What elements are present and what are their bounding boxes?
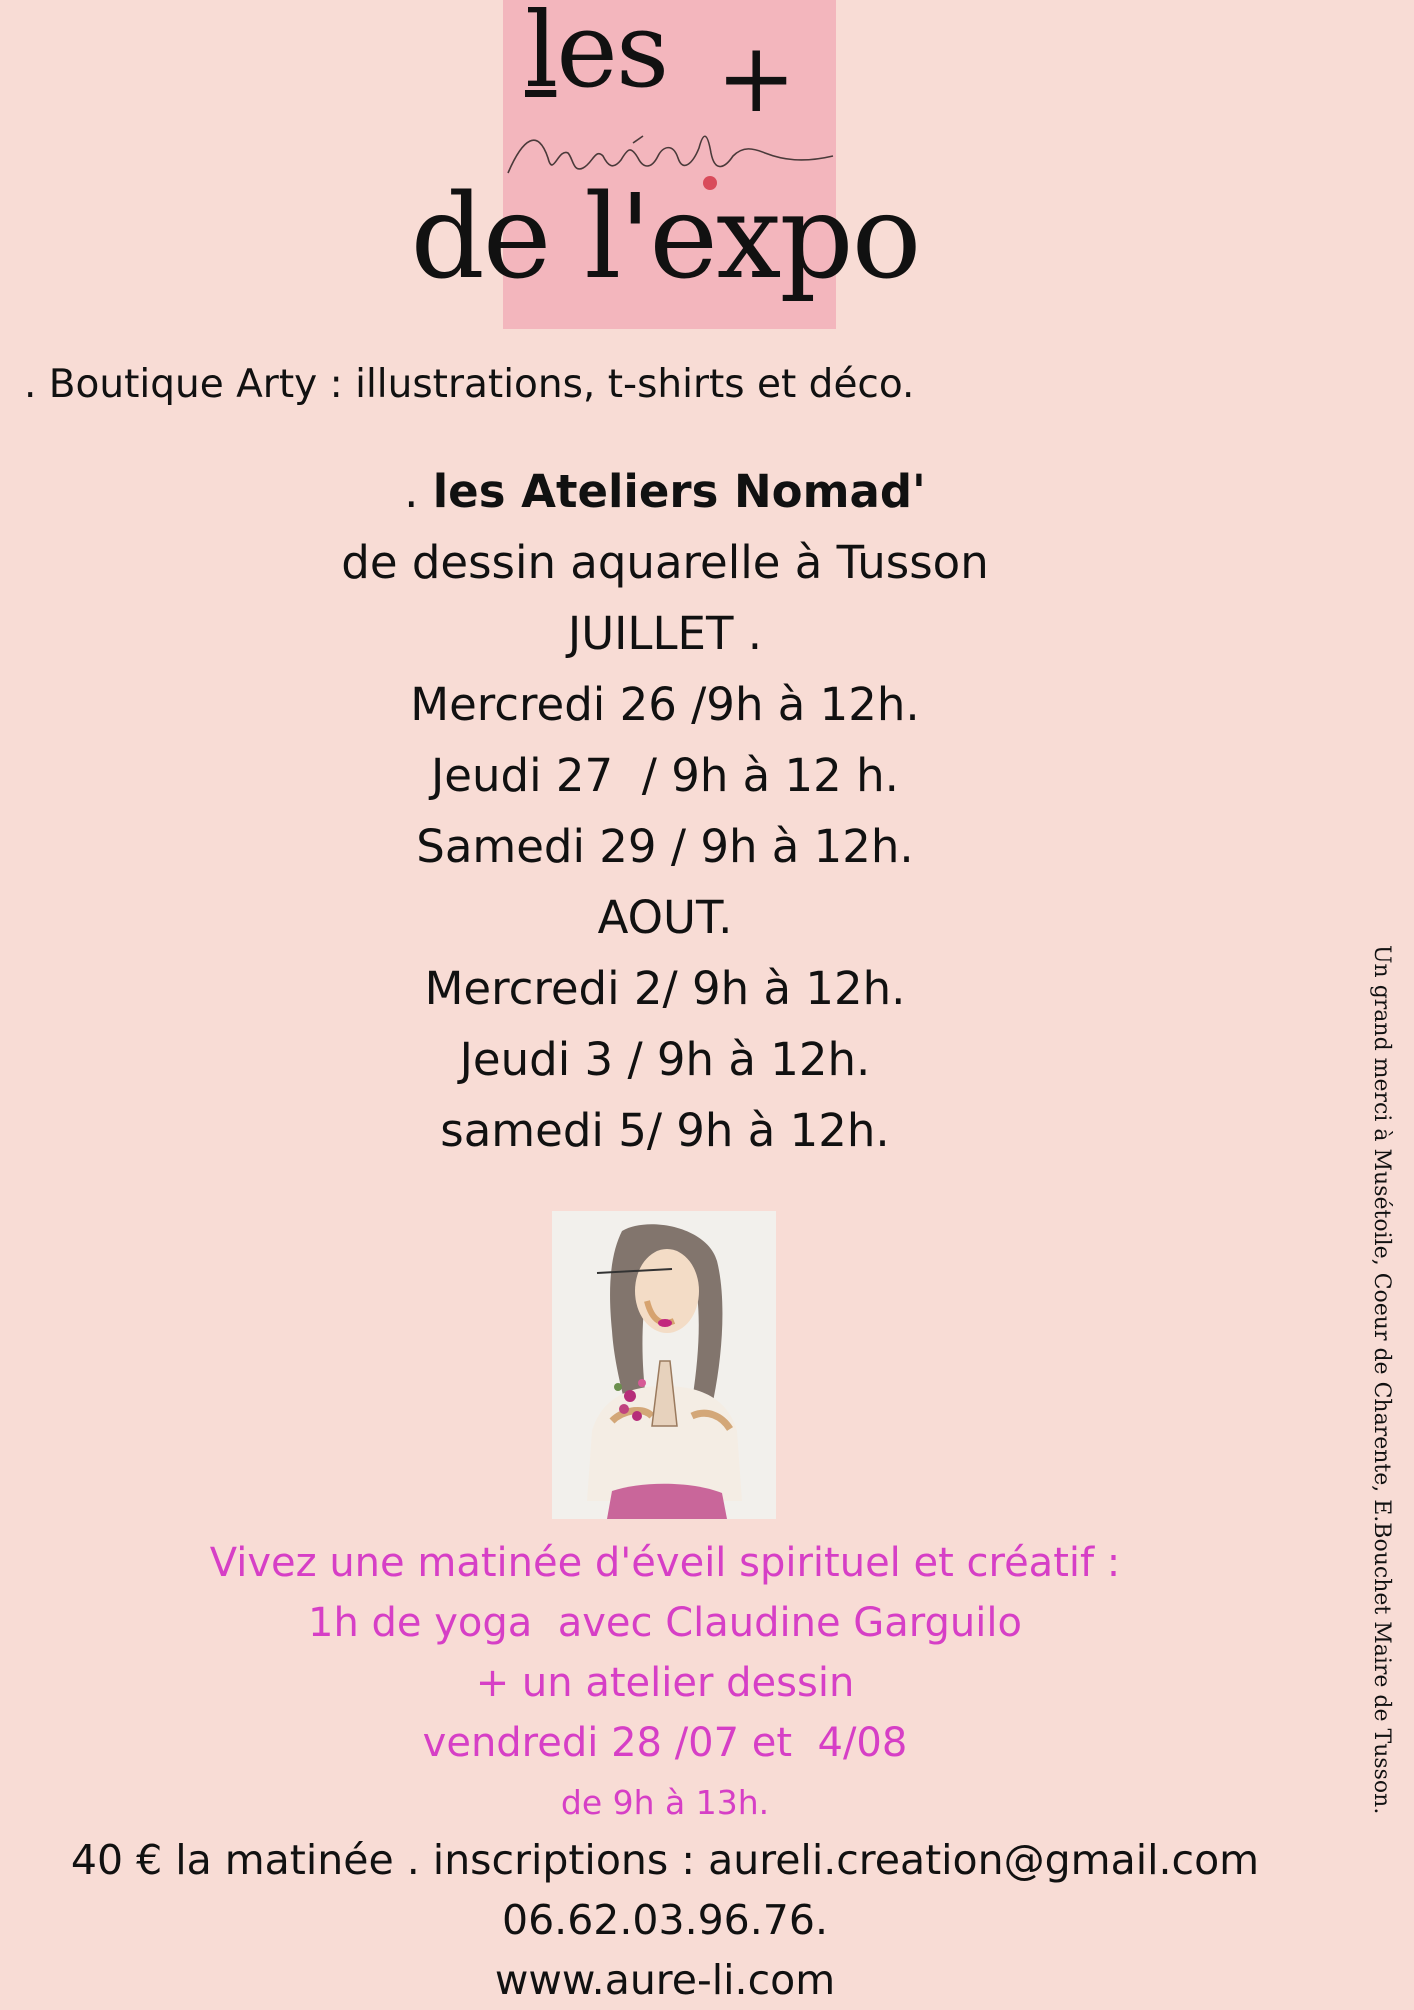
matinee-line: vendredi 28 /07 et 4/08 — [422, 1720, 908, 1766]
yoga-figure-illustration — [552, 1211, 776, 1519]
matinee-line: Vivez une matinée d'éveil spirituel et créatif : — [209, 1540, 1121, 1586]
logo-plus-sign: + — [716, 22, 797, 134]
schedule-line: Mercredi 26 /9h à 12h. — [410, 678, 920, 731]
logo-les-text: les — [525, 0, 667, 102]
schedule-line: Mercredi 2/ 9h à 12h. — [424, 962, 906, 1015]
matinee-line: + un atelier dessin — [475, 1660, 855, 1706]
logo-les-rest: es — [556, 0, 668, 111]
month-heading: JUILLET . — [567, 607, 763, 660]
month-heading: AOUT. — [597, 891, 733, 944]
schedule-line: Samedi 29 / 9h à 12h. — [416, 820, 914, 873]
phone-number: 06.62.03.96.76. — [501, 1896, 829, 1944]
watercolor-illustration — [552, 1211, 776, 1519]
ateliers-block — [0, 456, 1330, 1166]
schedule-line: Jeudi 3 / 9h à 12h. — [459, 1033, 871, 1086]
thanks-note: Un grand merci à Musétoile, Coeur de Charente, E.Bouchet Maire de Tusson. — [1369, 945, 1394, 1815]
schedule-line: samedi 5/ 9h à 12h. — [440, 1104, 890, 1157]
logo-expo-title: de l'expo — [410, 170, 920, 305]
ateliers-prefix: . — [404, 465, 433, 518]
ateliers-line: de dessin aquarelle à Tusson — [341, 536, 989, 589]
schedule-line: Jeudi 27 / 9h à 12 h. — [431, 749, 899, 802]
matinee-hours: de 9h à 13h. — [560, 1783, 770, 1822]
ateliers-title — [0, 456, 1330, 527]
price-line: 40 € la matinée . inscriptions : aureli.creation@gmail.com — [70, 1836, 1260, 1884]
boutique-line: . Boutique Arty : illustrations, t-shirts et déco. — [24, 362, 915, 407]
ateliers-title-text: les Ateliers Nomad' — [432, 465, 926, 518]
contact-block — [0, 1830, 1330, 2010]
matinee-block — [0, 1533, 1330, 1833]
matinee-line: 1h de yoga avec Claudine Garguilo — [308, 1600, 1022, 1646]
website-link[interactable]: www.aure-li.com — [494, 1956, 836, 2004]
